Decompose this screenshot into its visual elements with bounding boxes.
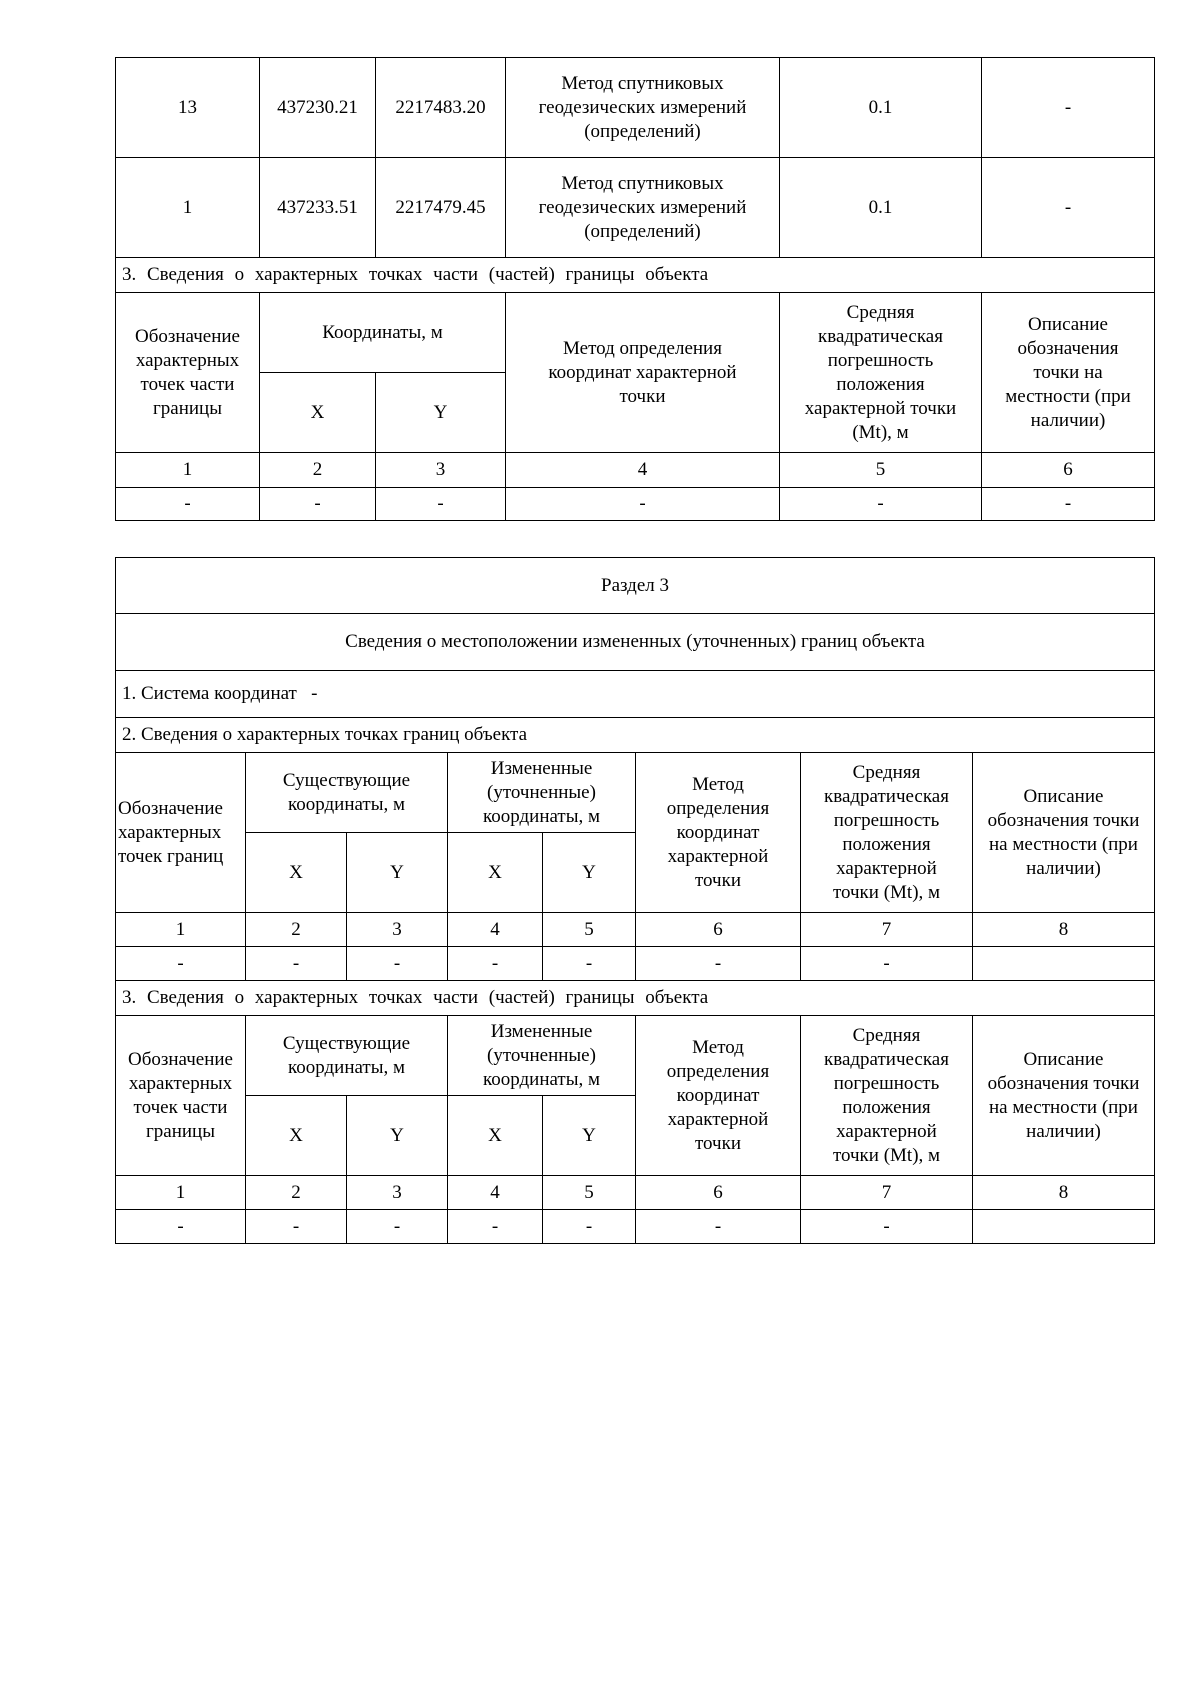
empty-cell: - <box>801 947 973 981</box>
header-coords: Координаты, м <box>260 293 506 373</box>
col-number: 2 <box>260 453 376 488</box>
header-changed-coords: Измененные (уточненные) координаты, м <box>448 1016 636 1096</box>
header-method: Метод определения координат характерной точки <box>636 1016 801 1176</box>
header-designation: Обозначение характерных точек части границы <box>116 1016 246 1176</box>
column-numbers-row <box>116 453 1155 488</box>
empty-cell: - <box>116 488 260 521</box>
empty-cell: - <box>636 1210 801 1244</box>
col-number: 4 <box>506 453 780 488</box>
header-y: Y <box>347 833 448 913</box>
col-number: 2 <box>246 1176 347 1210</box>
empty-cell: - <box>636 947 801 981</box>
col-number: 6 <box>636 913 801 947</box>
empty-cell: - <box>780 488 982 521</box>
col-number: 7 <box>801 913 973 947</box>
header-designation: Обозначение характерных точек границ <box>116 753 246 913</box>
col-number: 3 <box>347 913 448 947</box>
table-row <box>116 947 1155 981</box>
section-subtitle: Сведения о местоположении измененных (уточненных) границ объекта <box>116 614 1155 671</box>
header-description: Описание обозначения точки на местности (при наличии) <box>982 293 1155 453</box>
point-number: 1 <box>116 158 260 258</box>
description-cell: - <box>982 158 1155 258</box>
point-number: 13 <box>116 58 260 158</box>
coord-x: 437233.51 <box>260 158 376 258</box>
empty-cell: - <box>448 1210 543 1244</box>
col-number: 1 <box>116 453 260 488</box>
header-method: Метод определения координат характерной точки <box>636 753 801 913</box>
part-points-heading: 3. Сведения о характерных точках части (частей) границы объекта <box>116 258 1155 293</box>
empty-cell: - <box>376 488 506 521</box>
header-x: X <box>246 833 347 913</box>
header-description: Описание обозначения точки на местности (при наличии) <box>973 1016 1155 1176</box>
header-existing-coords: Существующие координаты, м <box>246 1016 448 1096</box>
table-row <box>116 58 1155 158</box>
points-heading: 2. Сведения о характерных точках границ объекта <box>116 718 1155 753</box>
empty-cell: - <box>506 488 780 521</box>
header-x: X <box>448 1096 543 1176</box>
header-mt: Средняя квадратическая погрешность положения характерной точки (Mt), м <box>780 293 982 453</box>
empty-cell: - <box>260 488 376 521</box>
col-number: 6 <box>636 1176 801 1210</box>
header-y: Y <box>543 1096 636 1176</box>
empty-cell: - <box>246 1210 347 1244</box>
header-x: X <box>448 833 543 913</box>
col-number: 5 <box>780 453 982 488</box>
empty-cell: - <box>347 1210 448 1244</box>
header-y: Y <box>376 373 506 453</box>
column-numbers-row <box>116 1176 1155 1210</box>
section-3-table <box>115 557 1155 1244</box>
coordinate-system: 1. Система координат - <box>116 671 1155 718</box>
empty-cell: - <box>448 947 543 981</box>
col-number: 4 <box>448 913 543 947</box>
col-number: 6 <box>982 453 1155 488</box>
header-method: Метод определения координат характерной точки <box>506 293 780 453</box>
empty-cell: - <box>543 1210 636 1244</box>
header-x: X <box>260 373 376 453</box>
method-cell: Метод спутниковых геодезических измерений (определений) <box>506 158 780 258</box>
header-mt: Средняя квадратическая погрешность положения характерной точки (Mt), м <box>801 753 973 913</box>
col-number: 8 <box>973 913 1155 947</box>
coord-y: 2217483.20 <box>376 58 506 158</box>
header-y: Y <box>347 1096 448 1176</box>
mt-cell: 0.1 <box>780 158 982 258</box>
empty-cell: - <box>116 947 246 981</box>
col-number: 8 <box>973 1176 1155 1210</box>
empty-cell <box>973 947 1155 981</box>
empty-cell: - <box>246 947 347 981</box>
header-changed-coords: Измененные (уточненные) координаты, м <box>448 753 636 833</box>
table-row <box>116 158 1155 258</box>
col-number: 3 <box>347 1176 448 1210</box>
empty-cell: - <box>116 1210 246 1244</box>
col-number: 2 <box>246 913 347 947</box>
empty-cell: - <box>982 488 1155 521</box>
col-number: 7 <box>801 1176 973 1210</box>
header-mt: Средняя квадратическая погрешность положения характерной точки (Mt), м <box>801 1016 973 1176</box>
description-cell: - <box>982 58 1155 158</box>
table-row <box>116 1210 1155 1244</box>
column-numbers-row <box>116 913 1155 947</box>
points-table-continuation <box>115 57 1155 521</box>
header-y: Y <box>543 833 636 913</box>
mt-cell: 0.1 <box>780 58 982 158</box>
method-cell: Метод спутниковых геодезических измерений (определений) <box>506 58 780 158</box>
section-title: Раздел 3 <box>116 558 1155 614</box>
header-existing-coords: Существующие координаты, м <box>246 753 448 833</box>
col-number: 4 <box>448 1176 543 1210</box>
col-number: 5 <box>543 1176 636 1210</box>
coord-y: 2217479.45 <box>376 158 506 258</box>
col-number: 1 <box>116 1176 246 1210</box>
col-number: 1 <box>116 913 246 947</box>
header-description: Описание обозначения точки на местности (при наличии) <box>973 753 1155 913</box>
part-points-heading: 3. Сведения о характерных точках части (частей) границы объекта <box>116 981 1155 1016</box>
empty-cell: - <box>347 947 448 981</box>
empty-cell: - <box>801 1210 973 1244</box>
col-number: 3 <box>376 453 506 488</box>
table-row <box>116 488 1155 521</box>
header-designation: Обозначение характерных точек части границы <box>116 293 260 453</box>
empty-cell <box>973 1210 1155 1244</box>
empty-cell: - <box>543 947 636 981</box>
col-number: 5 <box>543 913 636 947</box>
header-x: X <box>246 1096 347 1176</box>
coord-x: 437230.21 <box>260 58 376 158</box>
